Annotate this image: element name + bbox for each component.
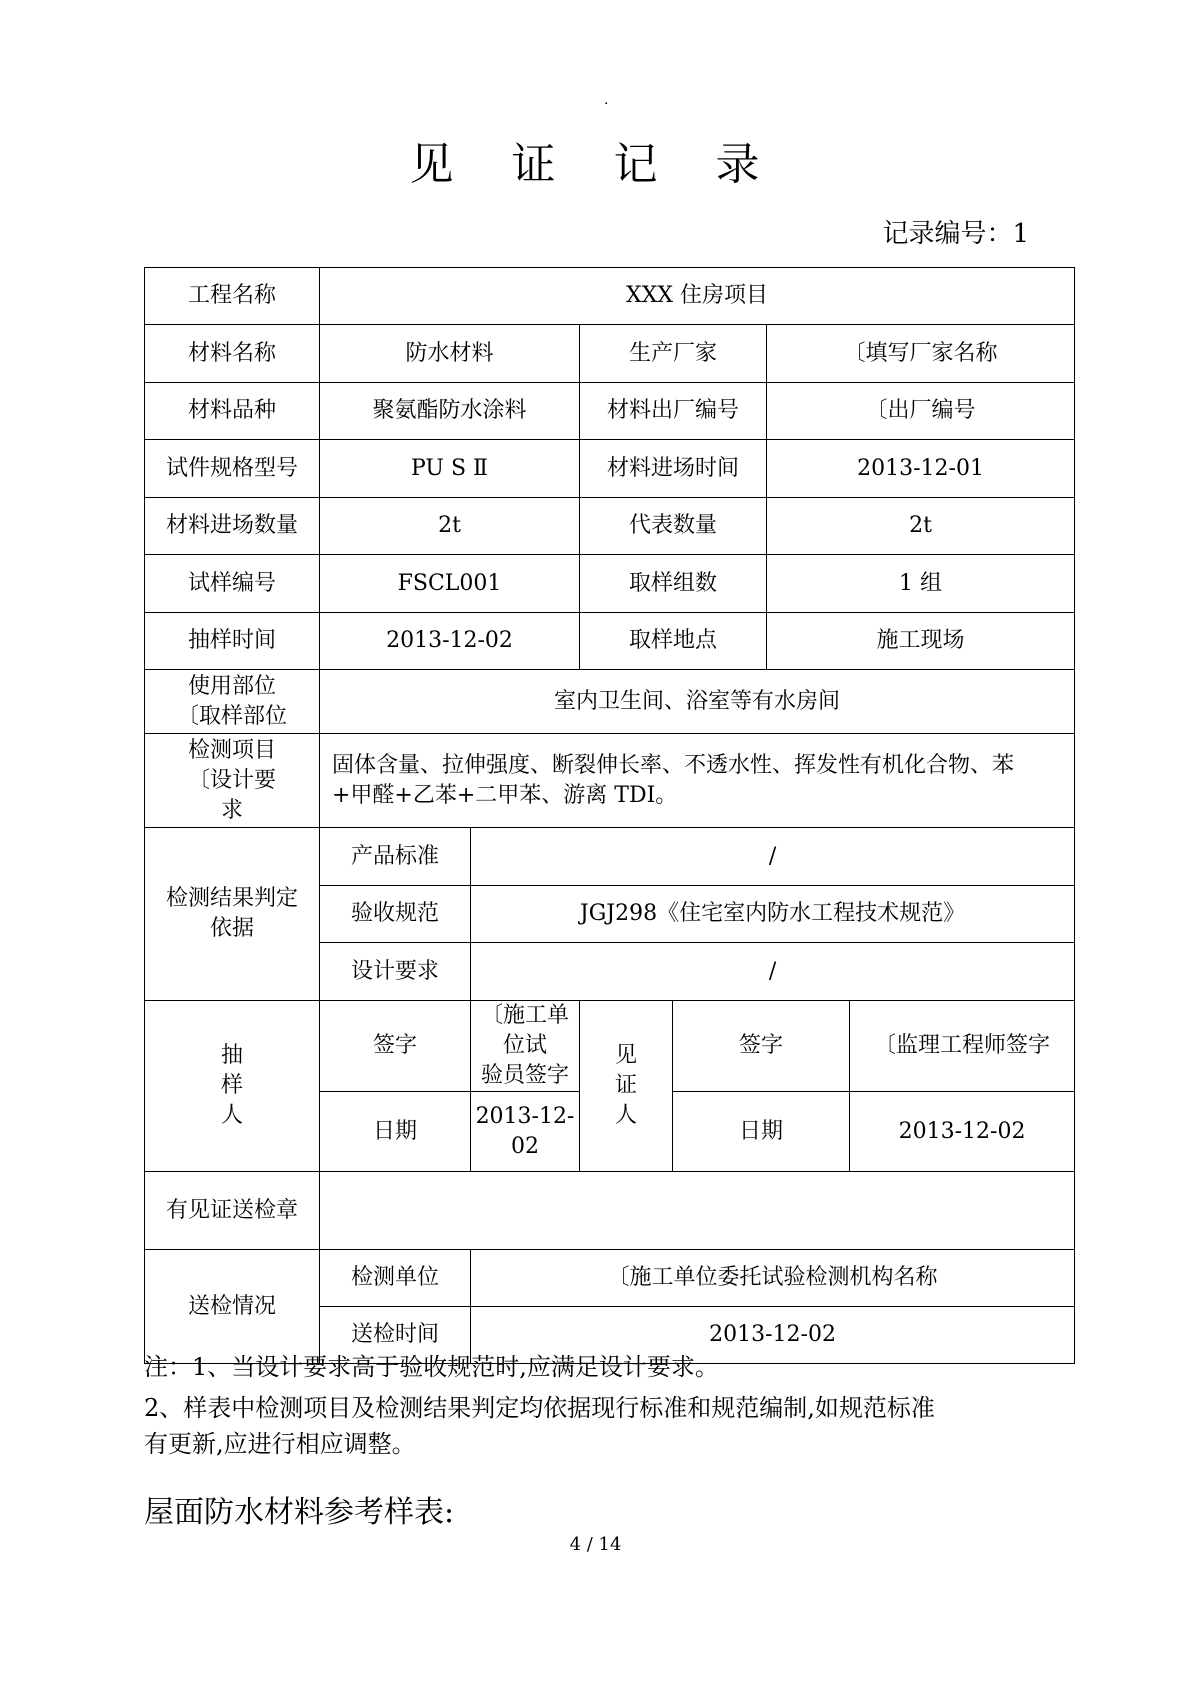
entry-qty-value: 2t	[320, 498, 580, 555]
usage-label	[145, 670, 320, 734]
sampler-label-char: 人	[220, 1103, 243, 1128]
usage-label-line: 〔取样部位	[176, 703, 287, 729]
sample-no-label: 试样编号	[145, 555, 320, 613]
spec-value: PU S Ⅱ	[320, 440, 580, 498]
note-line-1: 注：1、当设计要求高于验收规范时,应满足设计要求。	[144, 1353, 719, 1381]
note-line-3: 有更新,应进行相应调整。	[144, 1430, 416, 1458]
usage-value: 室内卫生间、浴室等有水房间	[320, 670, 1075, 734]
test-unit-label: 检测单位	[320, 1250, 471, 1307]
table-row	[145, 325, 1075, 383]
sampler-date-value: 2013-12-02	[471, 1092, 580, 1172]
rep-qty-value: 2t	[767, 498, 1075, 555]
items-value	[320, 734, 1075, 828]
stamp-area	[320, 1172, 1075, 1250]
witness-label-char: 见	[614, 1043, 637, 1068]
variety-label: 材料品种	[145, 383, 320, 440]
witness-label-char: 人	[614, 1103, 637, 1128]
test-unit-value: 〔施工单位委托试验检测机构名称	[471, 1250, 1075, 1307]
submit-time-value: 2013-12-02	[471, 1307, 1075, 1364]
basis-label	[145, 828, 320, 1001]
table-row	[145, 498, 1075, 555]
spec-label: 试件规格型号	[145, 440, 320, 498]
basis-label-line: 依据	[209, 916, 254, 941]
manufacturer-value: 〔填写厂家名称	[767, 325, 1075, 383]
page-dot: .	[604, 92, 609, 108]
usage-label-line: 使用部位	[187, 673, 276, 699]
factory-no-label: 材料出厂编号	[580, 383, 767, 440]
table-row	[145, 383, 1075, 440]
page-title: 见 证 记 录	[409, 139, 782, 190]
sample-place-label: 取样地点	[580, 613, 767, 670]
sampler-label	[145, 1001, 320, 1172]
witness-date-label: 日期	[673, 1092, 850, 1172]
witness-date-value: 2013-12-02	[850, 1092, 1075, 1172]
sampler-date-label: 日期	[320, 1092, 471, 1172]
items-value-line: 固体含量、拉伸强度、断裂伸长率、不透水性、挥发性有机化合物、苯	[332, 752, 1015, 778]
product-std-label: 产品标准	[320, 828, 471, 886]
design-req-label: 设计要求	[320, 943, 471, 1001]
section-title: 屋面防水材料参考样表:	[144, 1495, 455, 1530]
project-label: 工程名称	[145, 268, 320, 325]
submission-label: 送检情况	[145, 1250, 320, 1364]
groups-value: 1 组	[767, 555, 1075, 613]
acceptance-label: 验收规范	[320, 886, 471, 943]
material-name-value: 防水材料	[320, 325, 580, 383]
acceptance-value: JGJ298《住宅室内防水工程技术规范》	[471, 886, 1075, 943]
table-row	[145, 1001, 1075, 1092]
sampler-sign-label: 签字	[320, 1001, 471, 1092]
manufacturer-label: 生产厂家	[580, 325, 767, 383]
witness-label-char: 证	[614, 1073, 637, 1098]
items-label	[145, 734, 320, 828]
items-label-line: 检测项目	[187, 737, 276, 763]
sampler-sign-line: 验员签字	[480, 1063, 569, 1088]
table-row	[145, 1250, 1075, 1307]
rep-qty-label: 代表数量	[580, 498, 767, 555]
witness-sign-value: 〔监理工程师签字	[850, 1001, 1075, 1092]
variety-value: 聚氨酯防水涂料	[320, 383, 580, 440]
items-label-line: 求	[220, 797, 243, 823]
entry-time-value: 2013-12-01	[767, 440, 1075, 498]
sampler-sign-value	[471, 1001, 580, 1092]
project-value: XXX 住房项目	[320, 268, 1075, 325]
entry-time-label: 材料进场时间	[580, 440, 767, 498]
note-line-2: 2、样表中检测项目及检测结果判定均依据现行标准和规范编制,如规范标准	[144, 1394, 935, 1422]
table-row	[145, 613, 1075, 670]
sample-time-value: 2013-12-02	[320, 613, 580, 670]
table-row	[145, 555, 1075, 613]
sample-place-value: 施工现场	[767, 613, 1075, 670]
product-std-value: /	[471, 828, 1075, 886]
witness-label	[580, 1001, 673, 1172]
design-req-value: /	[471, 943, 1075, 1001]
page-number: 4 / 14	[569, 1534, 622, 1555]
table-row	[145, 268, 1075, 325]
basis-label-line: 检测结果判定	[165, 886, 298, 911]
sample-no-value: FSCL001	[320, 555, 580, 613]
sampler-label-char: 抽	[220, 1043, 243, 1068]
sampler-sign-line: 〔施工单位试	[480, 1003, 569, 1058]
entry-qty-label: 材料进场数量	[145, 498, 320, 555]
factory-no-value: 〔出厂编号	[767, 383, 1075, 440]
stamp-label: 有见证送检章	[145, 1172, 320, 1250]
sampler-label-char: 样	[220, 1073, 243, 1098]
table-row	[145, 734, 1075, 828]
items-label-line: 〔设计要	[187, 767, 276, 793]
submit-time-label: 送检时间	[320, 1307, 471, 1364]
material-name-label: 材料名称	[145, 325, 320, 383]
table-row	[145, 828, 1075, 886]
witness-record-table	[144, 267, 1075, 1364]
sample-time-label: 抽样时间	[145, 613, 320, 670]
table-row	[145, 440, 1075, 498]
record-number: 记录编号：1	[882, 219, 1029, 249]
groups-label: 取样组数	[580, 555, 767, 613]
items-value-line: +甲醛+乙苯+二甲苯、游离 TDI。	[332, 782, 678, 808]
table-row	[145, 1172, 1075, 1250]
table-row	[145, 670, 1075, 734]
witness-sign-label: 签字	[673, 1001, 850, 1092]
